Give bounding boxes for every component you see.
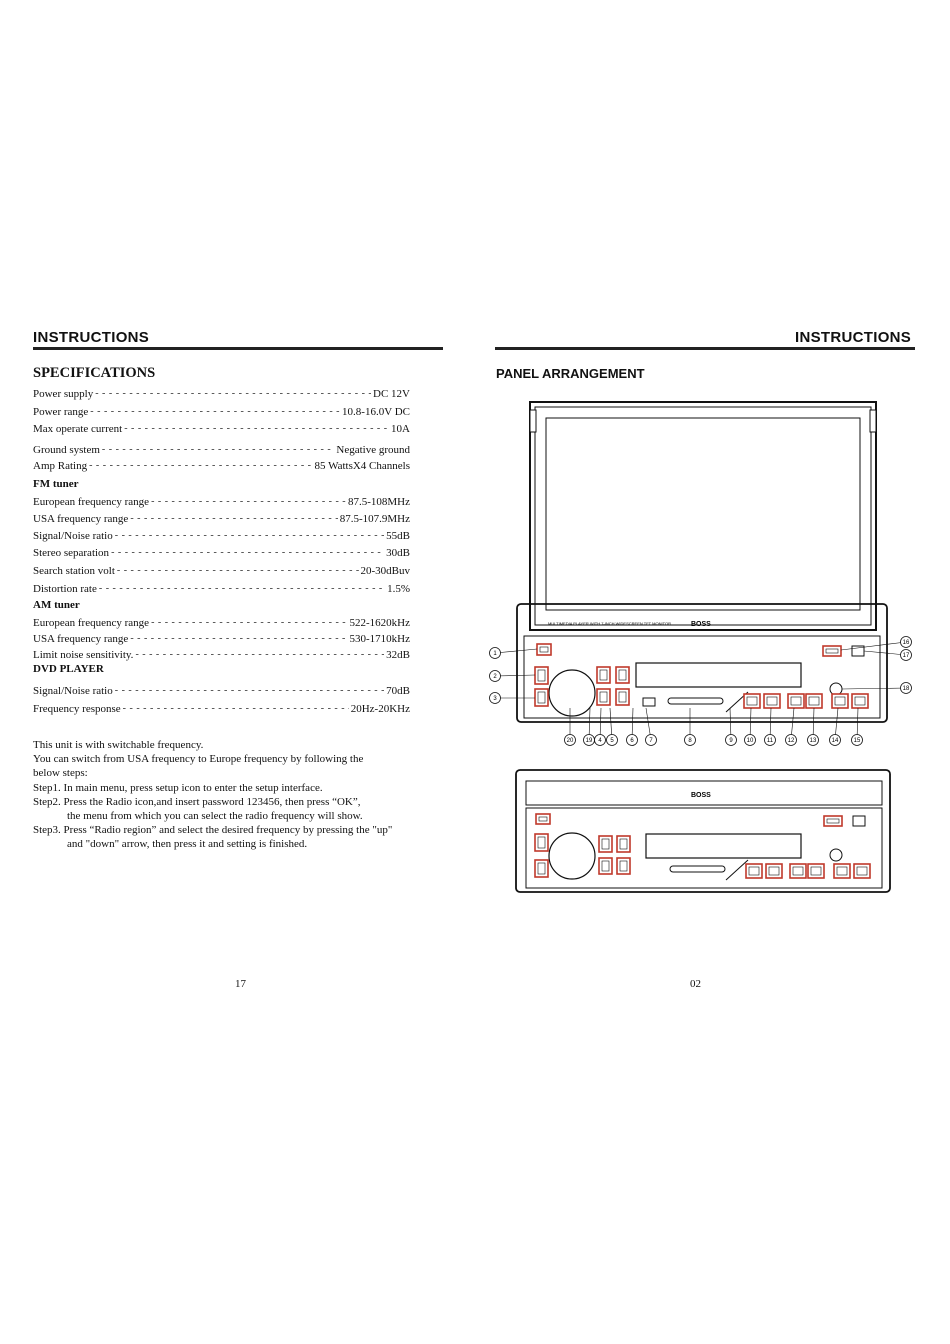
spec-label: European frequency range — [33, 496, 150, 508]
panel-button — [617, 836, 630, 852]
panel-button — [852, 694, 868, 708]
panel-arrangement-title: PANEL ARRANGEMENT — [496, 366, 645, 381]
spec-row — [33, 579, 410, 595]
callout-leader — [864, 651, 906, 655]
spec-label: Max operate current — [33, 423, 123, 435]
dot-leader — [115, 529, 384, 542]
panel-button — [535, 667, 548, 684]
callout-number: 1 — [493, 651, 497, 658]
spec-label: Frequency response — [33, 703, 121, 715]
spec-row — [33, 419, 410, 435]
am-tuner-title: AM tuner — [33, 599, 80, 611]
callout-number: 20 — [566, 738, 574, 745]
spec-value: 10A — [391, 423, 410, 435]
spec-label: Ground system — [33, 444, 100, 456]
spec-label: Signal/Noise ratio — [33, 685, 113, 697]
dot-leader — [117, 564, 359, 577]
callout-number: 3 — [493, 696, 497, 703]
panel-button — [597, 667, 610, 683]
panel-diagram — [486, 398, 916, 898]
note-line: and "down" arrow, then press it and setting is finished. — [67, 838, 308, 851]
spec-value: 85 WattsX4 Channels — [314, 460, 410, 472]
left-page-number: 17 — [235, 978, 246, 990]
panel-button — [744, 694, 760, 708]
spec-label: European frequency range — [33, 617, 150, 629]
brand-logo-top: BOSS — [691, 621, 711, 628]
dot-leader — [130, 632, 347, 645]
callout-number: 15 — [853, 738, 861, 745]
dot-leader — [99, 582, 385, 595]
dot-leader — [90, 405, 340, 418]
note-line: below steps: — [33, 767, 88, 780]
panel-button — [599, 836, 612, 852]
panel-button — [766, 864, 782, 878]
spec-label: Limit noise sensitivity. — [33, 649, 134, 661]
spec-row — [33, 613, 410, 629]
spec-label: Power supply — [33, 388, 94, 400]
dot-leader — [111, 546, 384, 559]
spec-row — [33, 402, 410, 418]
spec-value: 522-1620kHz — [349, 617, 410, 629]
dvd-player-title: DVD PLAYER — [33, 663, 104, 675]
monitor-screen — [530, 402, 876, 630]
note-line: Step3. Press “Radio region” and select the desired frequency by pressing the "up" — [33, 824, 393, 837]
callout-number: 4 — [598, 738, 602, 745]
spec-row — [33, 681, 410, 697]
spec-label: Power range — [33, 406, 89, 418]
panel-button — [535, 834, 548, 851]
callout-number: 18 — [902, 686, 910, 693]
note-line: Step2. Press the Radio icon,and insert password 123456, then press “OK”, — [33, 795, 361, 808]
spec-label: Signal/Noise ratio — [33, 530, 113, 542]
dot-leader — [123, 702, 349, 715]
callout-number: 13 — [809, 738, 817, 745]
spec-row — [33, 561, 410, 577]
spec-label: Stereo separation — [33, 547, 110, 559]
panel-button — [537, 644, 551, 655]
spec-value: 87.5-108MHz — [347, 496, 410, 508]
dot-leader — [135, 648, 384, 661]
panel-button — [535, 689, 548, 706]
brand-logo-bottom: BOSS — [691, 792, 711, 799]
panel-button — [854, 864, 870, 878]
right-page-header: INSTRUCTIONS — [795, 329, 912, 346]
dot-leader — [151, 495, 346, 508]
callout-leader — [495, 675, 535, 676]
panel-button — [808, 864, 824, 878]
spec-value: 87.5-107.9MHz — [339, 513, 410, 525]
dot-leader — [151, 616, 347, 629]
spec-value: 530-1710kHz — [349, 633, 410, 645]
spec-value: 55dB — [386, 530, 410, 542]
callout-leader — [842, 688, 906, 689]
frequency-notes — [33, 738, 392, 852]
dot-leader — [124, 422, 389, 435]
callout-number: 12 — [787, 738, 795, 745]
spec-value: 32dB — [386, 649, 410, 661]
dot-leader — [115, 684, 384, 697]
spec-value: Negative ground — [336, 444, 410, 456]
spec-row — [33, 440, 410, 456]
callout-number: 14 — [831, 738, 839, 745]
panel-button — [597, 689, 610, 705]
spec-value: 10.8-16.0V DC — [342, 406, 410, 418]
callout-number: 6 — [630, 738, 634, 745]
spec-label: Amp Rating — [33, 460, 88, 472]
spec-value: 20Hz-20KHz — [350, 703, 410, 715]
spec-row — [33, 456, 410, 472]
spec-row — [33, 645, 410, 661]
callout-number: 5 — [610, 738, 614, 745]
spec-row — [33, 492, 410, 508]
spec-value: 30dB — [386, 547, 410, 559]
panel-button — [764, 694, 780, 708]
panel-button — [834, 864, 850, 878]
panel-button — [535, 860, 548, 877]
spec-label: Distortion rate — [33, 583, 97, 595]
front-buttons-closed — [535, 814, 870, 878]
spec-value: DC 12V — [373, 388, 410, 400]
note-line: Step1. In main menu, press setup icon to enter the setup interface. — [33, 781, 323, 794]
callout-number: 19 — [585, 738, 593, 745]
callout-number: 8 — [688, 738, 692, 745]
callout-number: 11 — [766, 738, 774, 745]
spec-row — [33, 543, 410, 559]
callout-number: 16 — [902, 640, 910, 647]
spec-row — [33, 526, 410, 542]
panel-button — [616, 667, 629, 683]
spec-value: 1.5% — [387, 583, 410, 595]
callout-leader — [495, 649, 537, 653]
callout-number: 9 — [729, 738, 733, 745]
dot-leader — [130, 512, 337, 525]
callout-number: 2 — [493, 674, 497, 681]
spec-row — [33, 699, 410, 715]
right-header-rule — [495, 347, 915, 350]
panel-button — [790, 864, 806, 878]
spec-row — [33, 384, 410, 400]
panel-button — [536, 814, 550, 824]
spec-label: Search station volt — [33, 565, 115, 577]
note-line: You can switch from USA frequency to Europe frequency by following the — [33, 753, 364, 766]
spec-label: USA frequency range — [33, 633, 129, 645]
panel-button — [853, 816, 865, 826]
note-line: the menu from which you can select the radio frequency will show. — [67, 810, 363, 823]
callout-number: 17 — [902, 653, 910, 660]
dot-leader — [89, 459, 312, 472]
left-page-header: INSTRUCTIONS — [33, 329, 150, 346]
callout-number: 7 — [649, 738, 653, 745]
panel-button — [599, 858, 612, 874]
note-line: This unit is with switchable frequency. — [33, 739, 204, 751]
panel-button — [806, 694, 822, 708]
callout-number: 10 — [746, 738, 754, 745]
panel-button — [617, 858, 630, 874]
specifications-title: SPECIFICATIONS — [33, 365, 156, 381]
monitor-caption: MULTIMEDIA PLAYER WITH 7-INCH WIDESCREEN TFT MONITOR — [548, 621, 671, 626]
spec-label: USA frequency range — [33, 513, 129, 525]
callout-leader — [841, 642, 906, 650]
left-header-rule — [33, 347, 443, 350]
spec-value: 20-30dBuv — [360, 565, 410, 577]
dot-leader — [95, 387, 371, 400]
panel-button — [746, 864, 762, 878]
spec-row — [33, 509, 410, 525]
dot-leader — [102, 443, 334, 456]
panel-button — [832, 694, 848, 708]
fm-tuner-title: FM tuner — [33, 478, 79, 490]
spec-value: 70dB — [386, 685, 410, 697]
right-page-number: 02 — [690, 978, 701, 990]
panel-button — [616, 689, 629, 705]
callouts — [490, 637, 912, 746]
panel-button — [788, 694, 804, 708]
spec-row — [33, 629, 410, 645]
